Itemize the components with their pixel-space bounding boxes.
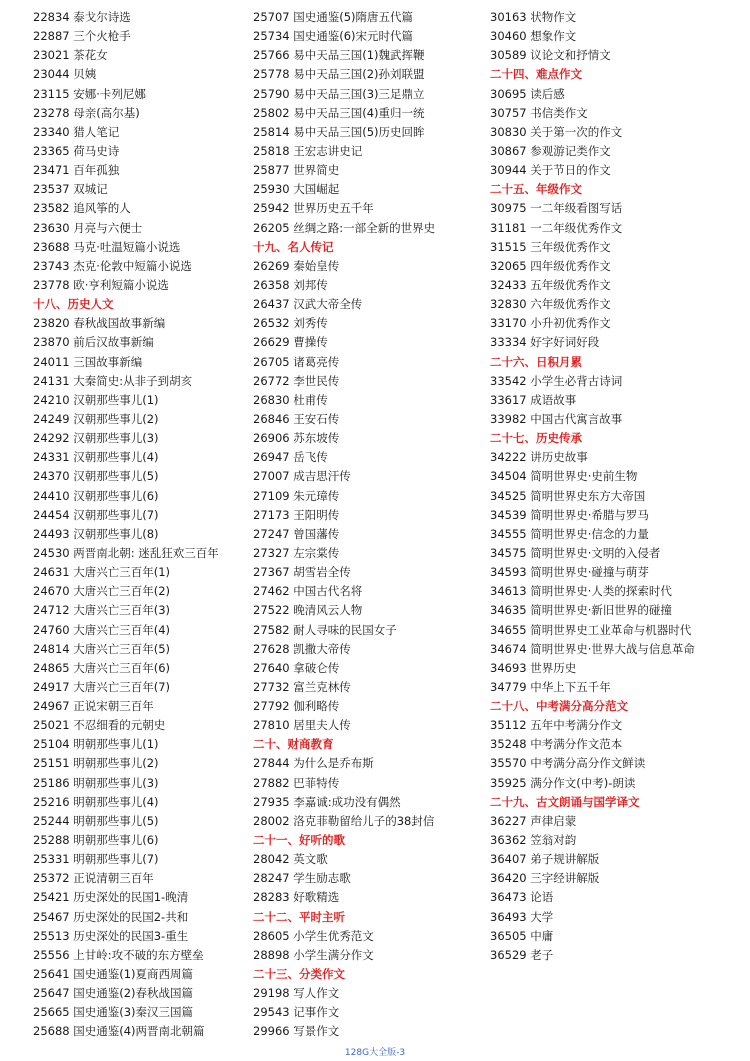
list-item: 26358 刘邦传	[253, 277, 328, 292]
list-item: 36420 三字经讲解版	[490, 871, 600, 886]
list-item: 23471 百年孤独	[33, 163, 120, 178]
list-item: 35925 满分作文(中考)-朗读	[490, 775, 636, 790]
list-item: 30944 关于节日的作文	[490, 163, 611, 178]
list-item: 25467 历史深处的民国2-共和	[33, 909, 189, 924]
list-item: 35570 中考满分高分作文鲜读	[490, 756, 646, 771]
list-item: 34539 简明世界史·希腊与罗马	[490, 507, 649, 522]
list-item: 25372 正说清朝三百年	[33, 871, 154, 886]
list-item: 23278 母亲(高尔基)	[33, 105, 140, 120]
list-item: 27732 富兰克林传	[253, 679, 351, 694]
list-item: 25802 易中天品三国(4)重归一统	[253, 105, 425, 120]
list-item: 28898 小学生满分作文	[253, 947, 374, 962]
list-item: 24410 汉朝那些事儿(6)	[33, 488, 159, 503]
list-item: 25814 易中天品三国(5)历史回眸	[253, 124, 425, 139]
list-item: 30460 想象作文	[490, 29, 577, 44]
list-item: 24917 大唐兴亡三百年(7)	[33, 679, 171, 694]
list-item: 25790 易中天品三国(3)三足鼎立	[253, 86, 425, 101]
list-column-3	[490, 8, 745, 965]
list-item: 24760 大唐兴亡三百年(4)	[33, 622, 171, 637]
list-item: 23778 欧·亨利短篇小说选	[33, 277, 169, 292]
list-item: 24631 大唐兴亡三百年(1)	[33, 565, 171, 580]
list-item: 30975 一二年级看图写话	[490, 201, 623, 216]
list-item: 27173 王阳明传	[253, 507, 340, 522]
list-item: 29966 写景作文	[253, 1024, 340, 1039]
list-item: 25930 大国崛起	[253, 182, 340, 197]
list-item: 26437 汉武大帝全传	[253, 297, 363, 312]
list-item: 26772 李世民传	[253, 373, 340, 388]
list-item: 24865 大唐兴亡三百年(6)	[33, 660, 171, 675]
list-item: 30867 参观游记类作文	[490, 143, 611, 158]
list-item: 23743 杰克·伦敦中短篇小说选	[33, 258, 192, 273]
list-item: 24712 大唐兴亡三百年(3)	[33, 603, 171, 618]
list-item: 26532 刘秀传	[253, 316, 328, 331]
list-item: 25556 上甘岭:攻不破的东方壁垒	[33, 947, 204, 962]
list-item: 25665 国史通鉴(3)秦汉三国篇	[33, 1005, 194, 1020]
list-item: 34504 简明世界史·史前生物	[490, 469, 638, 484]
list-item: 25186 明朝那些事儿(3)	[33, 775, 159, 790]
list-item: 24210 汉朝那些事儿(1)	[33, 392, 159, 407]
list-item: 24454 汉朝那些事儿(7)	[33, 507, 159, 522]
list-item: 28002 洛克菲勒留给儿子的38封信	[253, 813, 435, 828]
list-item: 25641 国史通鉴(1)夏商西周篇	[33, 967, 194, 982]
section-heading: 二十九、古文朗诵与国学译文	[490, 794, 640, 809]
list-item: 31181 一二年级优秀作文	[490, 220, 623, 235]
section-heading: 二十一、好听的歌	[253, 833, 345, 848]
list-item: 27628 凯撒大帝传	[253, 641, 351, 656]
list-item: 25734 国史通鉴(6)宋元时代篇	[253, 29, 414, 44]
list-item: 29198 写人作文	[253, 986, 340, 1001]
list-item: 29543 记事作文	[253, 1005, 340, 1020]
list-item: 23630 月亮与六便士	[33, 220, 143, 235]
list-item: 26205 丝绸之路:一部全新的世界史	[253, 220, 436, 235]
list-item: 33542 小学生必背古诗词	[490, 373, 623, 388]
list-item: 24292 汉朝那些事儿(3)	[33, 431, 159, 446]
list-item: 24370 汉朝那些事儿(5)	[33, 469, 159, 484]
list-item: 36529 老子	[490, 947, 554, 962]
list-item: 30163 状物作文	[490, 10, 577, 24]
section-heading: 二十二、平时主听	[253, 909, 345, 924]
list-item: 25021 不忍细看的元朝史	[33, 718, 166, 733]
list-item: 23820 春秋战国故事新编	[33, 316, 166, 331]
list-item: 27810 居里夫人传	[253, 718, 351, 733]
list-item: 25647 国史通鉴(2)春秋战国篇	[33, 986, 194, 1001]
page-footer: 128G大全版-3	[344, 1048, 406, 1058]
list-item: 27935 李嘉诚:成功没有偶然	[253, 794, 401, 809]
list-item: 32830 六年级优秀作文	[490, 297, 611, 312]
list-item: 36362 笠翁对韵	[490, 833, 577, 848]
list-item: 23365 荷马史诗	[33, 143, 120, 158]
list-item: 28042 英文歌	[253, 852, 328, 867]
list-item: 23688 马克·吐温短篇小说选	[33, 239, 181, 254]
list-item: 23115 安娜·卡列尼娜	[33, 86, 146, 101]
list-column-1	[33, 8, 248, 1042]
list-item: 23537 双城记	[33, 182, 108, 197]
list-item: 24131 大秦简史:从非子到胡亥	[33, 373, 193, 388]
list-item: 34779 中华上下五千年	[490, 679, 611, 694]
list-item: 28247 学生励志歌	[253, 871, 351, 886]
list-item: 24493 汉朝那些事儿(8)	[33, 526, 159, 541]
list-item: 30589 议论文和抒情文	[490, 48, 611, 63]
list-item: 34674 简明世界史·世界大战与信息革命	[490, 641, 695, 656]
list-item: 25942 世界历史五千年	[253, 201, 374, 216]
list-column-2	[253, 8, 488, 1042]
list-item: 33617 成语故事	[490, 392, 577, 407]
list-item: 24814 大唐兴亡三百年(5)	[33, 641, 171, 656]
list-item: 25688 国史通鉴(4)两晋南北朝篇	[33, 1024, 205, 1039]
section-heading: 二十七、历史传承	[490, 431, 582, 446]
section-heading: 二十五、年级作文	[490, 182, 582, 197]
list-item: 32065 四年级优秀作文	[490, 258, 611, 273]
list-item: 27882 巴菲特传	[253, 775, 340, 790]
list-item: 30695 读后感	[490, 86, 565, 101]
list-item: 24011 三国故事新编	[33, 354, 143, 369]
list-item: 23870 前后汉故事新编	[33, 335, 154, 350]
list-item: 34222 讲历史故事	[490, 450, 588, 465]
list-item: 27522 晚清风云人物	[253, 603, 363, 618]
list-item: 25513 历史深处的民国3-重生	[33, 928, 189, 943]
list-item: 36493 大学	[490, 909, 554, 924]
list-item: 25244 明朝那些事儿(5)	[33, 813, 159, 828]
list-item: 36473 论语	[490, 890, 554, 905]
list-item: 25216 明朝那些事儿(4)	[33, 794, 159, 809]
list-item: 35112 五年中考满分作文	[490, 718, 623, 733]
list-item: 26906 苏东坡传	[253, 431, 340, 446]
list-item: 22834 泰戈尔诗选	[33, 10, 131, 24]
list-item: 26846 王安石传	[253, 411, 340, 426]
list-item: 26269 秦始皇传	[253, 258, 340, 273]
list-item: 36227 声律启蒙	[490, 813, 577, 828]
list-item: 33334 好字好词好段	[490, 335, 600, 350]
list-item: 26629 曹操传	[253, 335, 328, 350]
list-item: 23582 追风筝的人	[33, 201, 131, 216]
list-item: 35248 中考满分作文范本	[490, 737, 623, 752]
section-heading: 十八、历史人文	[33, 297, 114, 312]
section-heading: 二十三、分类作文	[253, 967, 345, 982]
list-item: 36505 中庸	[490, 928, 554, 943]
list-item: 25818 王宏志讲史记	[253, 143, 363, 158]
list-item: 25288 明朝那些事儿(6)	[33, 833, 159, 848]
list-item: 28605 小学生优秀范文	[253, 928, 374, 943]
list-item: 27582 耐人寻味的民国女子	[253, 622, 397, 637]
list-item: 25151 明朝那些事儿(2)	[33, 756, 159, 771]
list-item: 36407 弟子规讲解版	[490, 852, 600, 867]
list-item: 27327 左宗棠传	[253, 545, 340, 560]
list-item: 27007 成吉思汗传	[253, 469, 351, 484]
section-heading: 二十八、中考满分高分范文	[490, 699, 628, 714]
list-item: 27792 伽利略传	[253, 699, 340, 714]
list-item: 34593 简明世界史·碰撞与萌芽	[490, 565, 649, 580]
list-item: 34613 简明世界史·人类的探索时代	[490, 584, 672, 599]
section-heading: 二十六、日积月累	[490, 354, 582, 369]
list-item: 26830 杜甫传	[253, 392, 328, 407]
list-item: 23044 贝姨	[33, 67, 97, 82]
list-item: 27844 为什么是乔布斯	[253, 756, 374, 771]
list-item: 27640 拿破仑传	[253, 660, 340, 675]
list-item: 24530 两晋南北朝: 迷乱狂欢三百年	[33, 545, 219, 560]
list-item: 25778 易中天品三国(2)孙刘联盟	[253, 67, 425, 82]
section-heading: 十九、名人传记	[253, 239, 334, 254]
list-item: 24331 汉朝那些事儿(4)	[33, 450, 159, 465]
list-item: 33170 小升初优秀作文	[490, 316, 611, 331]
list-item: 27109 朱元璋传	[253, 488, 340, 503]
list-item: 23340 猎人笔记	[33, 124, 120, 139]
list-item: 25421 历史深处的民国1-晚清	[33, 890, 189, 905]
list-item: 30830 关于第一次的作文	[490, 124, 623, 139]
list-item: 33982 中国古代寓言故事	[490, 411, 623, 426]
section-heading: 二十、财商教育	[253, 737, 334, 752]
list-item: 25331 明朝那些事儿(7)	[33, 852, 159, 867]
list-item: 26705 诸葛亮传	[253, 354, 340, 369]
list-item: 22887 三个火枪手	[33, 29, 131, 44]
list-item: 24670 大唐兴亡三百年(2)	[33, 584, 171, 599]
list-item: 24967 正说宋朝三百年	[33, 699, 154, 714]
section-heading: 二十四、难点作文	[490, 67, 582, 82]
list-item: 25104 明朝那些事儿(1)	[33, 737, 159, 752]
list-item: 28283 好歌精选	[253, 890, 340, 905]
list-item: 25877 世界简史	[253, 163, 340, 178]
list-item: 27367 胡雪岩全传	[253, 565, 351, 580]
list-item: 34575 简明世界史·文明的入侵者	[490, 545, 661, 560]
list-item: 25707 国史通鉴(5)隋唐五代篇	[253, 10, 414, 24]
list-item: 27247 曾国藩传	[253, 526, 340, 541]
list-item: 34555 简明世界史·信念的力量	[490, 526, 649, 541]
list-item: 26947 岳飞传	[253, 450, 328, 465]
list-item: 31515 三年级优秀作文	[490, 239, 611, 254]
list-item: 25766 易中天品三国(1)魏武挥鞭	[253, 48, 425, 63]
list-item: 34635 简明世界史·新旧世界的碰撞	[490, 603, 672, 618]
list-item: 34655 简明世界史工业革命与机器时代	[490, 622, 692, 637]
list-item: 34525 简明世界史东方大帝国	[490, 488, 646, 503]
list-item: 30757 书信类作文	[490, 105, 588, 120]
list-item: 27462 中国古代名将	[253, 584, 363, 599]
list-item: 24249 汉朝那些事儿(2)	[33, 411, 159, 426]
list-item: 34693 世界历史	[490, 660, 577, 675]
list-item: 32433 五年级优秀作文	[490, 277, 611, 292]
list-item: 23021 茶花女	[33, 48, 108, 63]
